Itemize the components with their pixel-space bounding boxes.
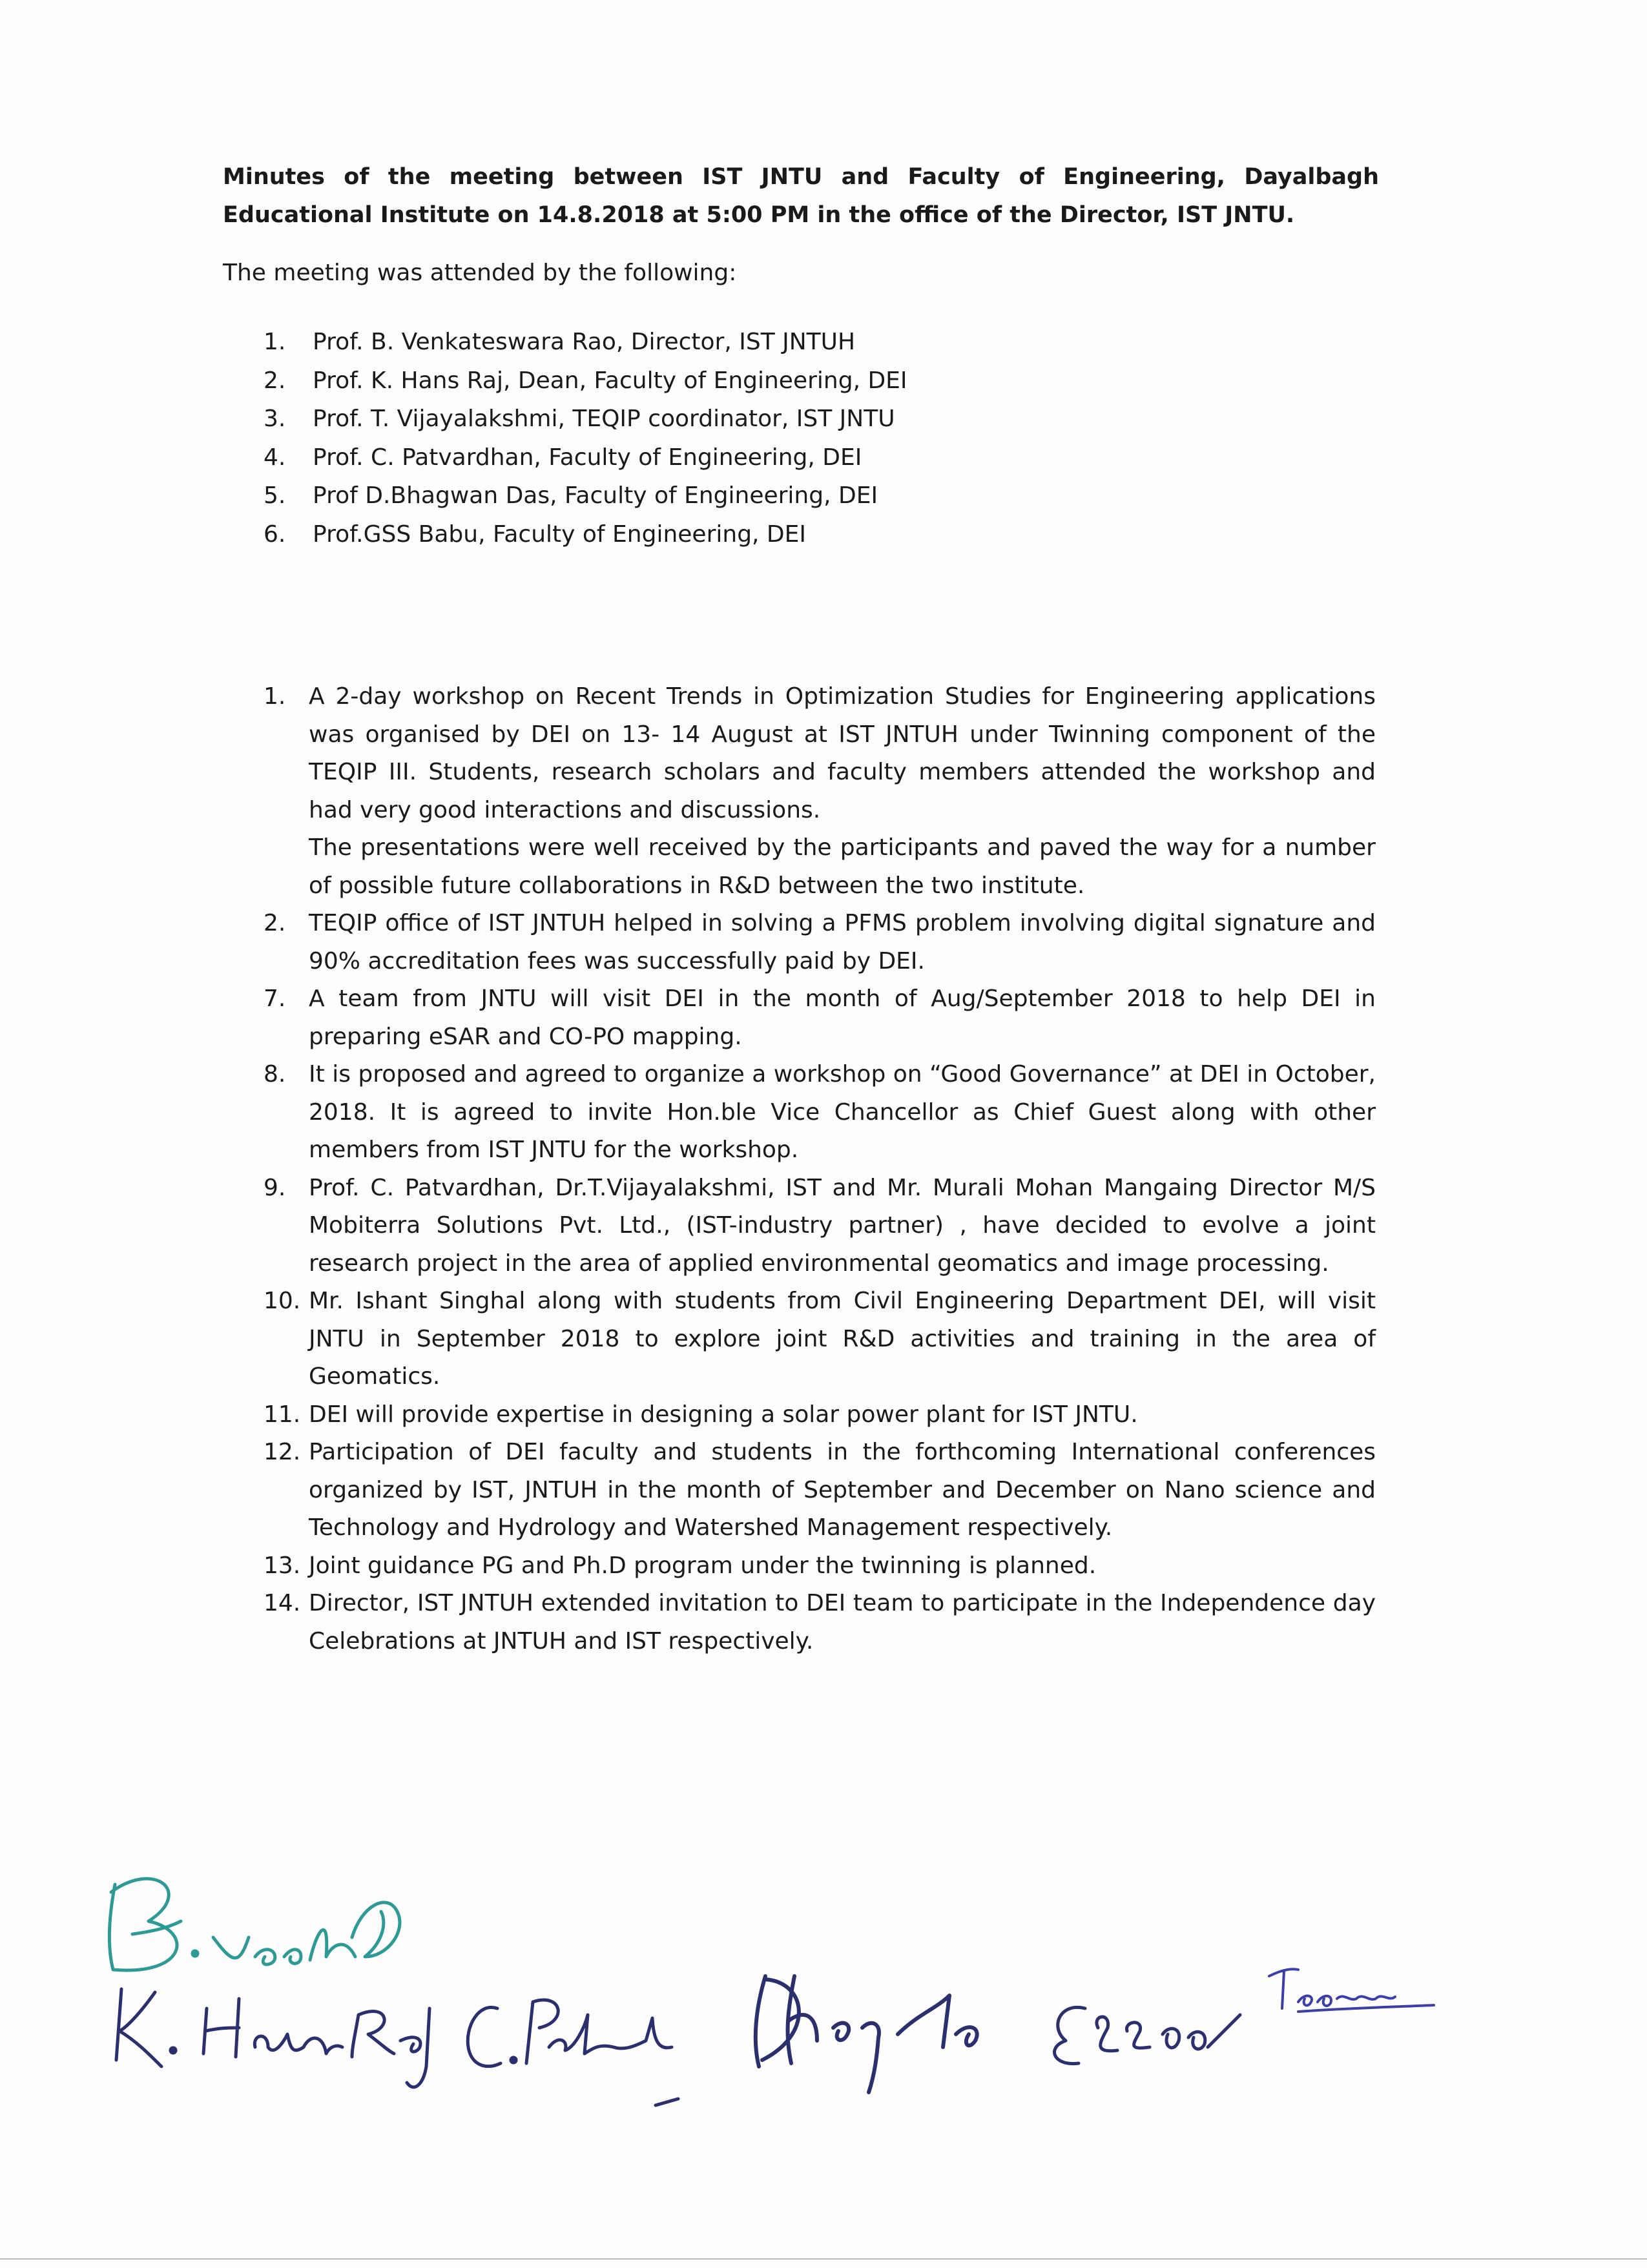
signature-bhagwan-das bbox=[756, 1976, 977, 2092]
point-text: Participation of DEI faculty and students in the forthcoming International conferences organized by IST, JNTUH in the month of September and December on Nano science and Technology and Hydrology and Watershed Management respectively. bbox=[309, 1439, 1376, 1541]
point-number: 11. bbox=[264, 1401, 301, 1428]
attendee-name: Prof. T. Vijayalakshmi, TEQIP coordinator, IST JNTU bbox=[313, 406, 895, 433]
attendance-intro: The meeting was attended by the following: bbox=[223, 260, 737, 286]
point-number: 14. bbox=[264, 1590, 301, 1616]
signature-vijayalakshmi bbox=[1269, 1969, 1434, 2012]
point-number: 8. bbox=[264, 1061, 286, 1088]
signature-gss-babu bbox=[1055, 2007, 1240, 2063]
attendee-number: 3. bbox=[264, 406, 286, 433]
attendee-number: 1. bbox=[264, 329, 286, 356]
point-text: A 2-day workshop on Recent Trends in Optimization Studies for Engineering applications was organised by DEI on 13- 14 August at IST JNTUH under Twinning component of the TEQIP III. Students, research scholars and faculty members attended the workshop and had very good interactions and discussions. bbox=[309, 683, 1376, 823]
point-text: Prof. C. Patvardhan, Dr.T.Vijayalakshmi, IST and Mr. Murali Mohan Mangaing Director M/S Mobiterra Solutions Pvt. Ltd., (IST-industry partner) , have decided to evolve a joint research project in the area of applied environmental geomatics and image processing. bbox=[309, 1174, 1376, 1277]
point-number: 7. bbox=[264, 985, 286, 1012]
attendee-number: 2. bbox=[264, 367, 286, 394]
attendee-name: Prof. C. Patvardhan, Faculty of Engineering, DEI bbox=[313, 444, 862, 471]
signature-hans-raj bbox=[116, 1989, 430, 2087]
attendee-name: Prof D.Bhagwan Das, Faculty of Engineering, DEI bbox=[313, 482, 878, 510]
document-title: Minutes of the meeting between IST JNTU and Faculty of Engineering, Dayalbagh Educational Institute on 14.8.2018 at 5:00 PM in the office of the Director, IST JNTU. bbox=[223, 164, 1379, 228]
point-text: It is proposed and agreed to organize a workshop on “Good Governance” at DEI in October, 2018. It is agreed to invite Hon.ble Vice Chancellor as Chief Guest along with other members from IST JNTU for the workshop. bbox=[309, 1061, 1376, 1163]
point-text-continued: The presentations were well received by the participants and paved the way for a number of possible future collaborations in R&D between the two institute. bbox=[309, 834, 1376, 899]
signature-patvardhan bbox=[468, 2000, 678, 2105]
point-number: 2. bbox=[264, 910, 286, 936]
attendee-name: Prof. K. Hans Raj, Dean, Faculty of Engineering, DEI bbox=[313, 367, 907, 394]
point-number: 1. bbox=[264, 683, 286, 710]
point-text: Mr. Ishant Singhal along with students from Civil Engineering Department DEI, will visit JNTU in September 2018 to explore joint R&D activities and training in the area of Geomatics. bbox=[309, 1288, 1376, 1390]
attendee-name: Prof. B. Venkateswara Rao, Director, IST JNTUH bbox=[313, 329, 856, 356]
page-bottom-edge bbox=[0, 2258, 1647, 2260]
point-text: DEI will provide expertise in designing a solar power plant for IST JNTU. bbox=[309, 1401, 1138, 1428]
attendee-name: Prof.GSS Babu, Faculty of Engineering, DEI bbox=[313, 521, 807, 548]
point-number: 9. bbox=[264, 1174, 286, 1201]
point-number: 12. bbox=[264, 1439, 301, 1465]
point-text: Joint guidance PG and Ph.D program under the twinning is planned. bbox=[309, 1552, 1097, 1579]
point-text: A team from JNTU will visit DEI in the month of Aug/September 2018 to help DEI in preparing eSAR and CO-PO mapping. bbox=[309, 985, 1376, 1050]
signature-venkateswara-rao bbox=[109, 1879, 400, 1970]
attendee-number: 6. bbox=[264, 521, 286, 548]
point-text: TEQIP office of IST JNTUH helped in solving a PFMS problem involving digital signature and 90% accreditation fees was successfully paid by DEI. bbox=[309, 910, 1376, 974]
attendee-number: 4. bbox=[264, 444, 286, 471]
attendee-number: 5. bbox=[264, 482, 286, 510]
point-number: 13. bbox=[264, 1552, 301, 1579]
point-text: Director, IST JNTUH extended invitation to DEI team to participate in the Independence day Celebrations at JNTUH and IST respectively. bbox=[309, 1590, 1376, 1655]
point-number: 10. bbox=[264, 1288, 301, 1314]
